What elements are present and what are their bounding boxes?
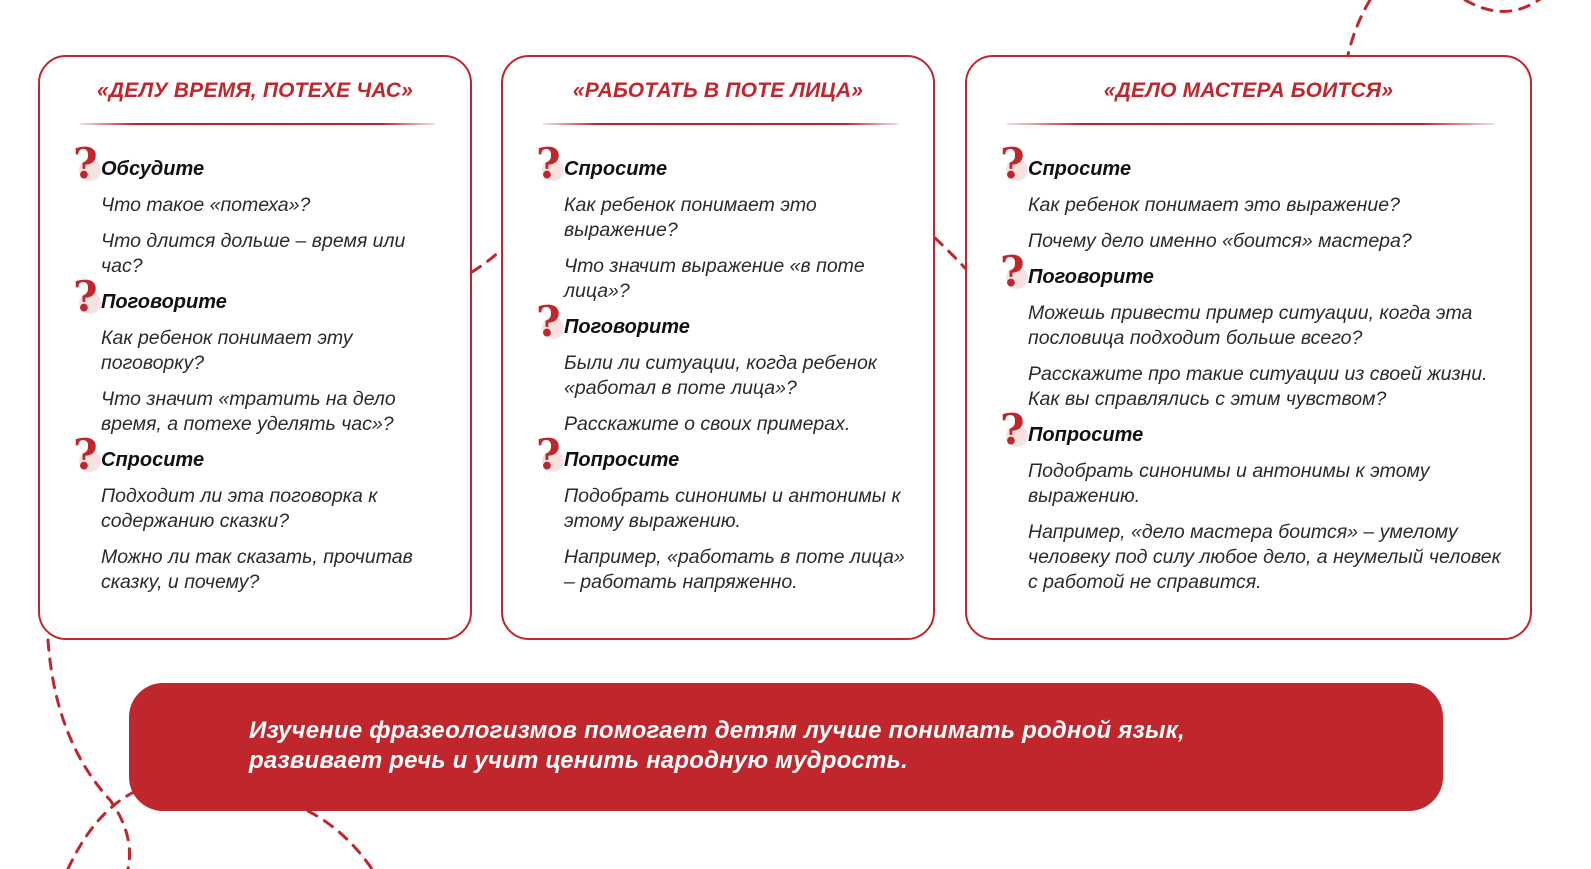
question-icon: ? [1000,405,1025,454]
question-item: Как ребенок понимает это выражение? [1028,194,1400,216]
question-item: Например, «работать в поте лица» – работать напряженно. [564,546,905,593]
card-body [536,139,913,606]
question-item: Как ребенок понимает эту поговорку? [101,327,353,374]
question-icon: ? [73,272,98,321]
card-rabotat-v-pote [501,55,935,640]
dashed-curve-left [48,640,130,869]
question-icon: ? [1000,139,1025,188]
section-talk [1000,247,1510,412]
question-icon: ? [536,139,561,188]
question-item: Как ребенок понимает это выражение? [564,194,817,241]
question-item: Можно ли так сказать, прочитав сказку, и почему? [101,546,413,593]
card-delu-vremya [38,55,472,640]
section-discuss [73,139,450,279]
question-icon: ? [1000,247,1025,296]
card-body [73,139,450,606]
banner-text-line-1: Изучение фразеологизмов помогает детям лучше понимать родной язык, [249,717,1185,744]
question-item: Почему дело именно «боится» мастера? [1028,230,1412,252]
question-item: Можешь привести пример ситуации, когда эта пословица подходит больше всего? [1028,302,1473,349]
question-icon: ? [73,139,98,188]
banner-text-line-2: развивает речь и учит ценить народную мудрость. [249,747,908,774]
section-heading: Попросите [564,449,680,471]
question-item: Расскажите про такие ситуации из своей жизни. Как вы справлялись с этим чувством? [1028,363,1488,410]
question-item: Что значит «тратить на дело время, а потехе уделять час»? [101,388,396,435]
dashed-curve-top-right [1348,0,1370,55]
dashed-connector-2 [935,238,965,268]
section-request [536,430,913,595]
question-item: Подобрать синонимы и антонимы к этому выражению. [564,485,901,532]
section-heading: Попросите [1028,424,1144,446]
question-item: Что длится дольше – время или час? [101,230,406,277]
section-heading: Поговорите [1028,266,1154,288]
card-title: «ДЕЛУ ВРЕМЯ, ПОТЕХЕ ЧАС» [97,79,413,102]
question-icon: ? [73,430,98,479]
card-title: «РАБОТАТЬ В ПОТЕ ЛИЦА» [572,79,864,102]
card-body [1000,139,1510,606]
section-talk [73,272,450,437]
question-item: Подходит ли эта поговорка к содержанию сказки? [101,485,378,532]
section-heading: Спросите [101,449,205,471]
question-item: Что значит выражение «в поте лица»? [564,255,865,302]
question-item: Расскажите о своих примерах. [564,413,851,435]
section-request [1000,405,1510,595]
section-heading: Поговорите [564,316,690,338]
question-item: Были ли ситуации, когда ребенок «работал в поте лица»? [564,352,878,399]
section-talk [536,297,913,437]
title-divider [80,123,435,125]
dashed-connector-1 [472,250,501,272]
card-delo-mastera [965,55,1532,640]
dashed-loop-top-right [1465,0,1545,11]
dashed-curve-bottom-left [68,790,138,869]
section-ask [1000,139,1510,254]
section-heading: Спросите [564,158,668,180]
question-icon: ? [536,297,561,346]
title-divider [1007,123,1495,125]
section-heading: Обсудите [101,158,205,180]
section-ask [536,139,913,304]
question-item: Например, «дело мастера боится» – умелому человеку под силу любое дело, а неумелый человек с работой не справится. [1028,521,1501,593]
dashed-curve-bottom-mid [308,811,372,869]
summary-banner [129,683,1443,811]
question-item: Что такое «потеха»? [101,194,311,216]
title-divider [543,123,898,125]
question-icon: ? [536,430,561,479]
section-heading: Спросите [1028,158,1132,180]
section-ask [73,430,450,595]
section-heading: Поговорите [101,291,227,313]
question-item: Подобрать синонимы и антонимы к этому выражению. [1028,460,1430,507]
card-title: «ДЕЛО МАСТЕРА БОИТСЯ» [1103,79,1394,102]
